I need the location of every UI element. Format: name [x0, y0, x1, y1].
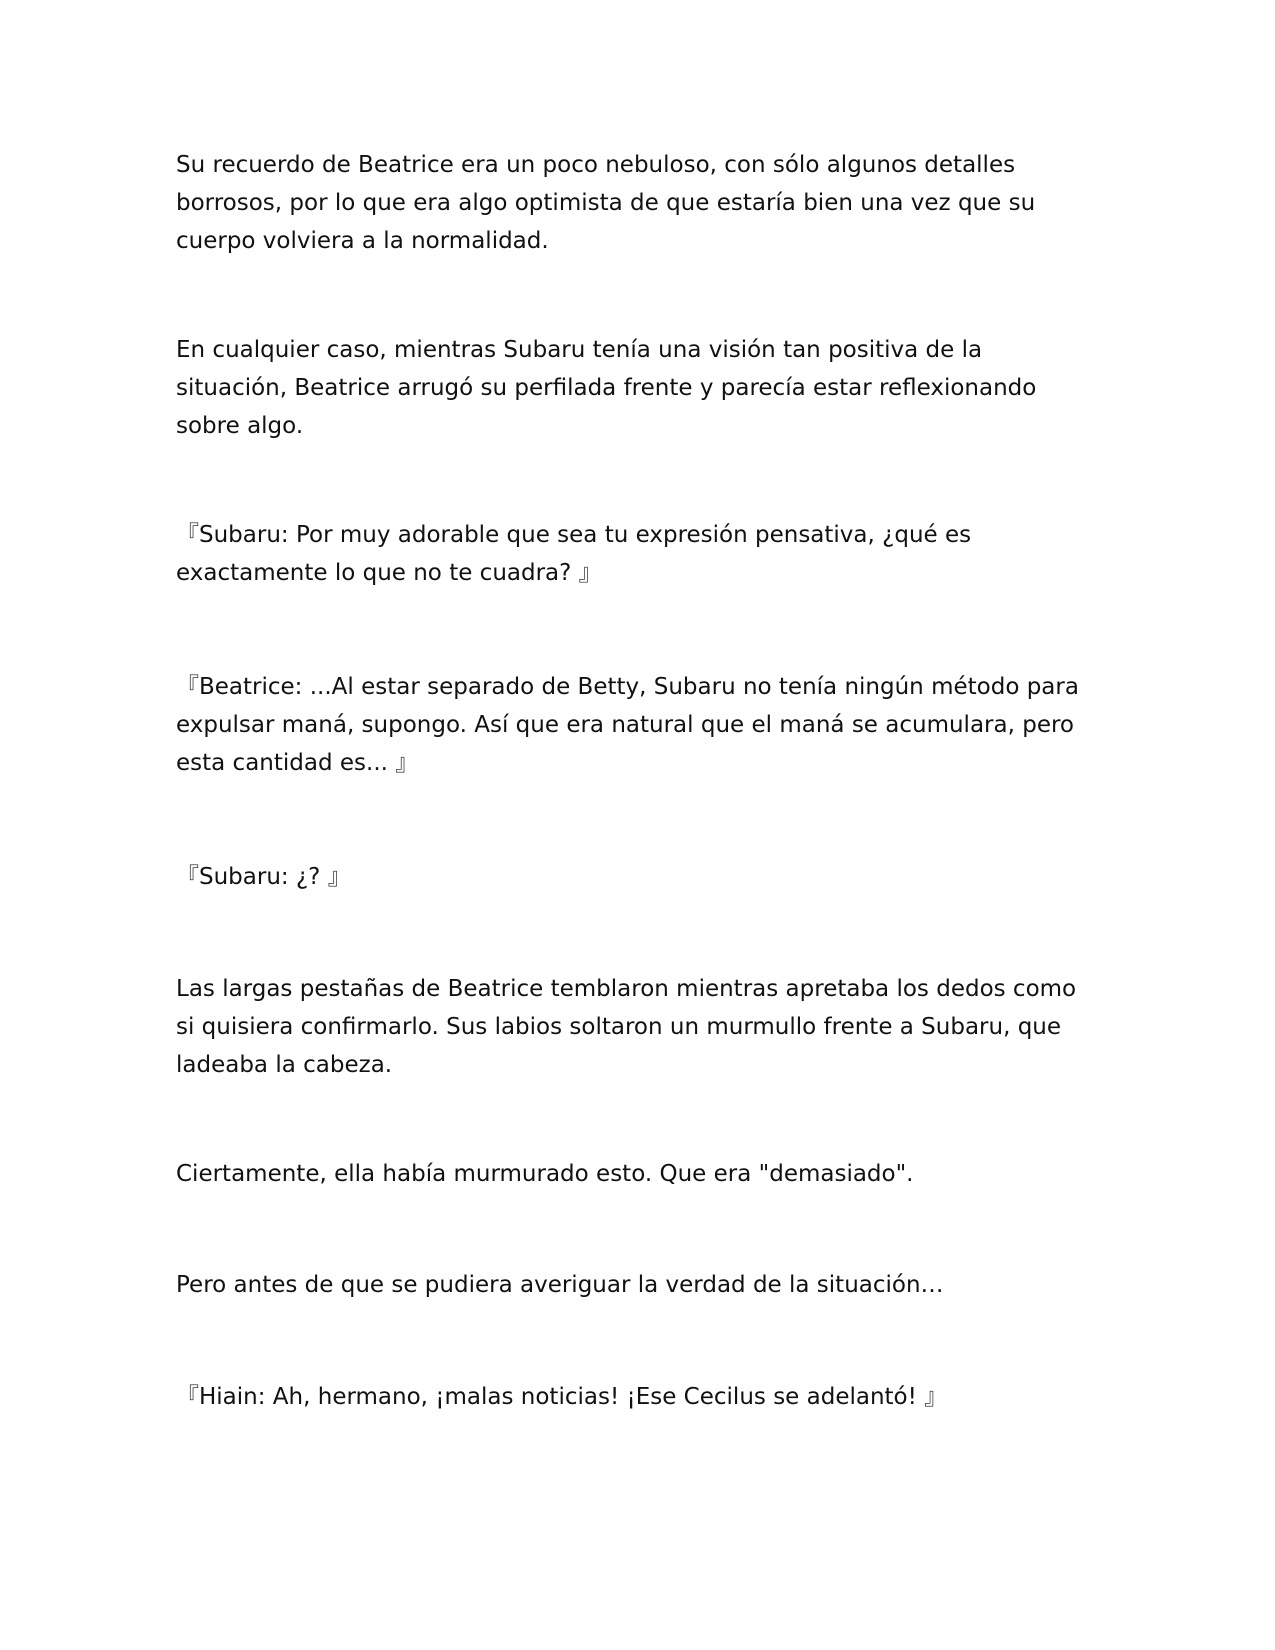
paragraph-2: En cualquier caso, mientras Subaru tenía una visión tan positiva de la situación, Beatrice arrugó su perfilada frente y parecía estar reflexionando sobre algo.: [176, 337, 1037, 439]
dialogue-subaru-2: 『Subaru: ¿? 』: [176, 864, 351, 890]
dialogue-hiain: 『Hiain: Ah, hermano, ¡malas noticias! ¡Ese Cecilus se adelantó! 』: [176, 1384, 948, 1410]
paragraph-3: Las largas pestañas de Beatrice temblaron mientras apretaba los dedos como si quisiera confirmarlo. Sus labios soltaron un murmullo frente a Subaru, que ladeaba la cabeza.: [176, 976, 1077, 1078]
dialogue-subaru-1: 『Subaru: Por muy adorable que sea tu expresión pensativa, ¿qué es exactamente lo que no te cuadra? 』: [176, 522, 972, 586]
dialogue-beatrice: 『Beatrice: ...Al estar separado de Betty, Subaru no tenía ningún método para expulsar maná, supongo. Así que era natural que el maná se acumulara, pero esta cantidad es... 』: [176, 674, 1079, 776]
paragraph-5: Pero antes de que se pudiera averiguar la verdad de la situación…: [176, 1272, 944, 1298]
paragraph-4: Ciertamente, ella había murmurado esto. Que era "demasiado".: [176, 1161, 914, 1187]
paragraph-1: Su recuerdo de Beatrice era un poco nebuloso, con sólo algunos detalles borrosos, por lo que era algo optimista de que estaría bien una vez que su cuerpo volviera a la normalidad.: [176, 152, 1036, 254]
